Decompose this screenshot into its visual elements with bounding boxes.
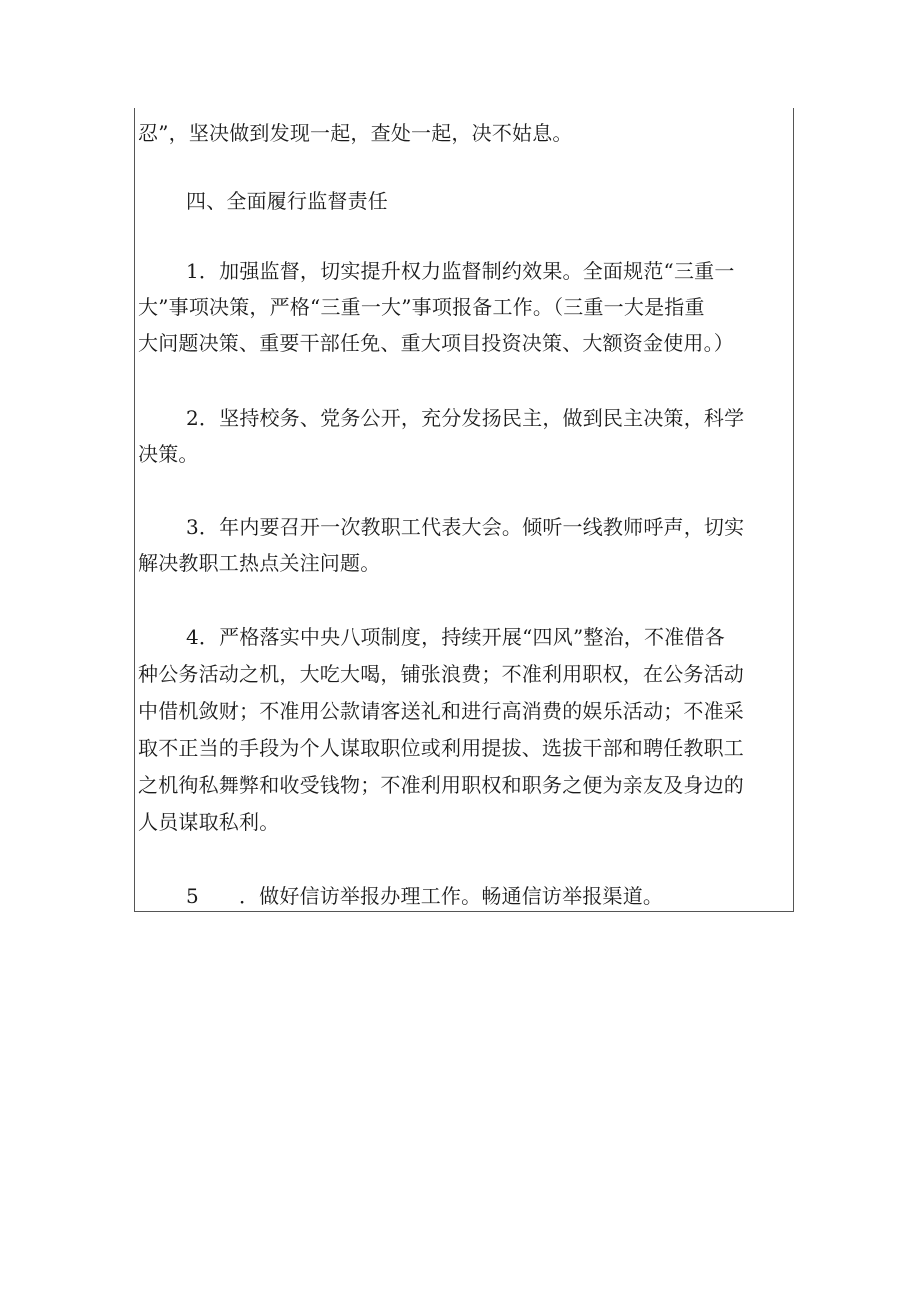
text-line-continuation: 忍”，坚决做到发现一起，查处一起，决不姑息。 <box>138 121 573 145</box>
item-2-line-1: 2．坚持校务、党务公开，充分发扬民主，做到民主决策，科学 <box>186 406 745 430</box>
item-5-line-1 <box>186 878 792 914</box>
item-4-line-6: 人员谋取私利。 <box>138 810 280 834</box>
item-4-line-1: 4．严格落实中央八项制度，持续开展“四风”整治，不准借各 <box>186 625 725 649</box>
item-4-line-2: 种公务活动之机，大吃大喝，铺张浪费；不准利用职权，在公务活动 <box>138 662 744 686</box>
item-4-line-5: 之机徇私舞弊和收受钱物；不准利用职权和职务之便为亲友及身边的 <box>138 773 744 797</box>
item-1-line-2: 大”事项决策，严格“三重一大”事项报备工作。（三重一大是指重 <box>138 295 705 319</box>
item-1-line-3: 大问题决策、重要干部任免、重大项目投资决策、大额资金使用。） <box>138 331 734 355</box>
item-5-text: ．做好信访举报办理工作。畅通信访举报渠道。 <box>238 884 664 908</box>
item-2-line-2: 决策。 <box>138 442 199 466</box>
item-5-number: 5 <box>186 884 199 908</box>
item-4-line-4: 取不正当的手段为个人谋取职位或利用提拔、选拔干部和聘任教职工 <box>138 736 744 760</box>
item-3-line-2: 解决教职工热点关注问题。 <box>138 551 381 575</box>
item-4-line-3: 中借机敛财；不准用公款请客送礼和进行高消费的娱乐活动；不准采 <box>138 699 744 723</box>
item-1-line-1: 1．加强监督，切实提升权力监督制约效果。全面规范“三重一 <box>186 259 735 283</box>
section-heading: 四、全面履行监督责任 <box>186 189 388 213</box>
item-3-line-1: 3．年内要召开一次教职工代表大会。倾听一线教师呼声，切实 <box>186 515 745 539</box>
